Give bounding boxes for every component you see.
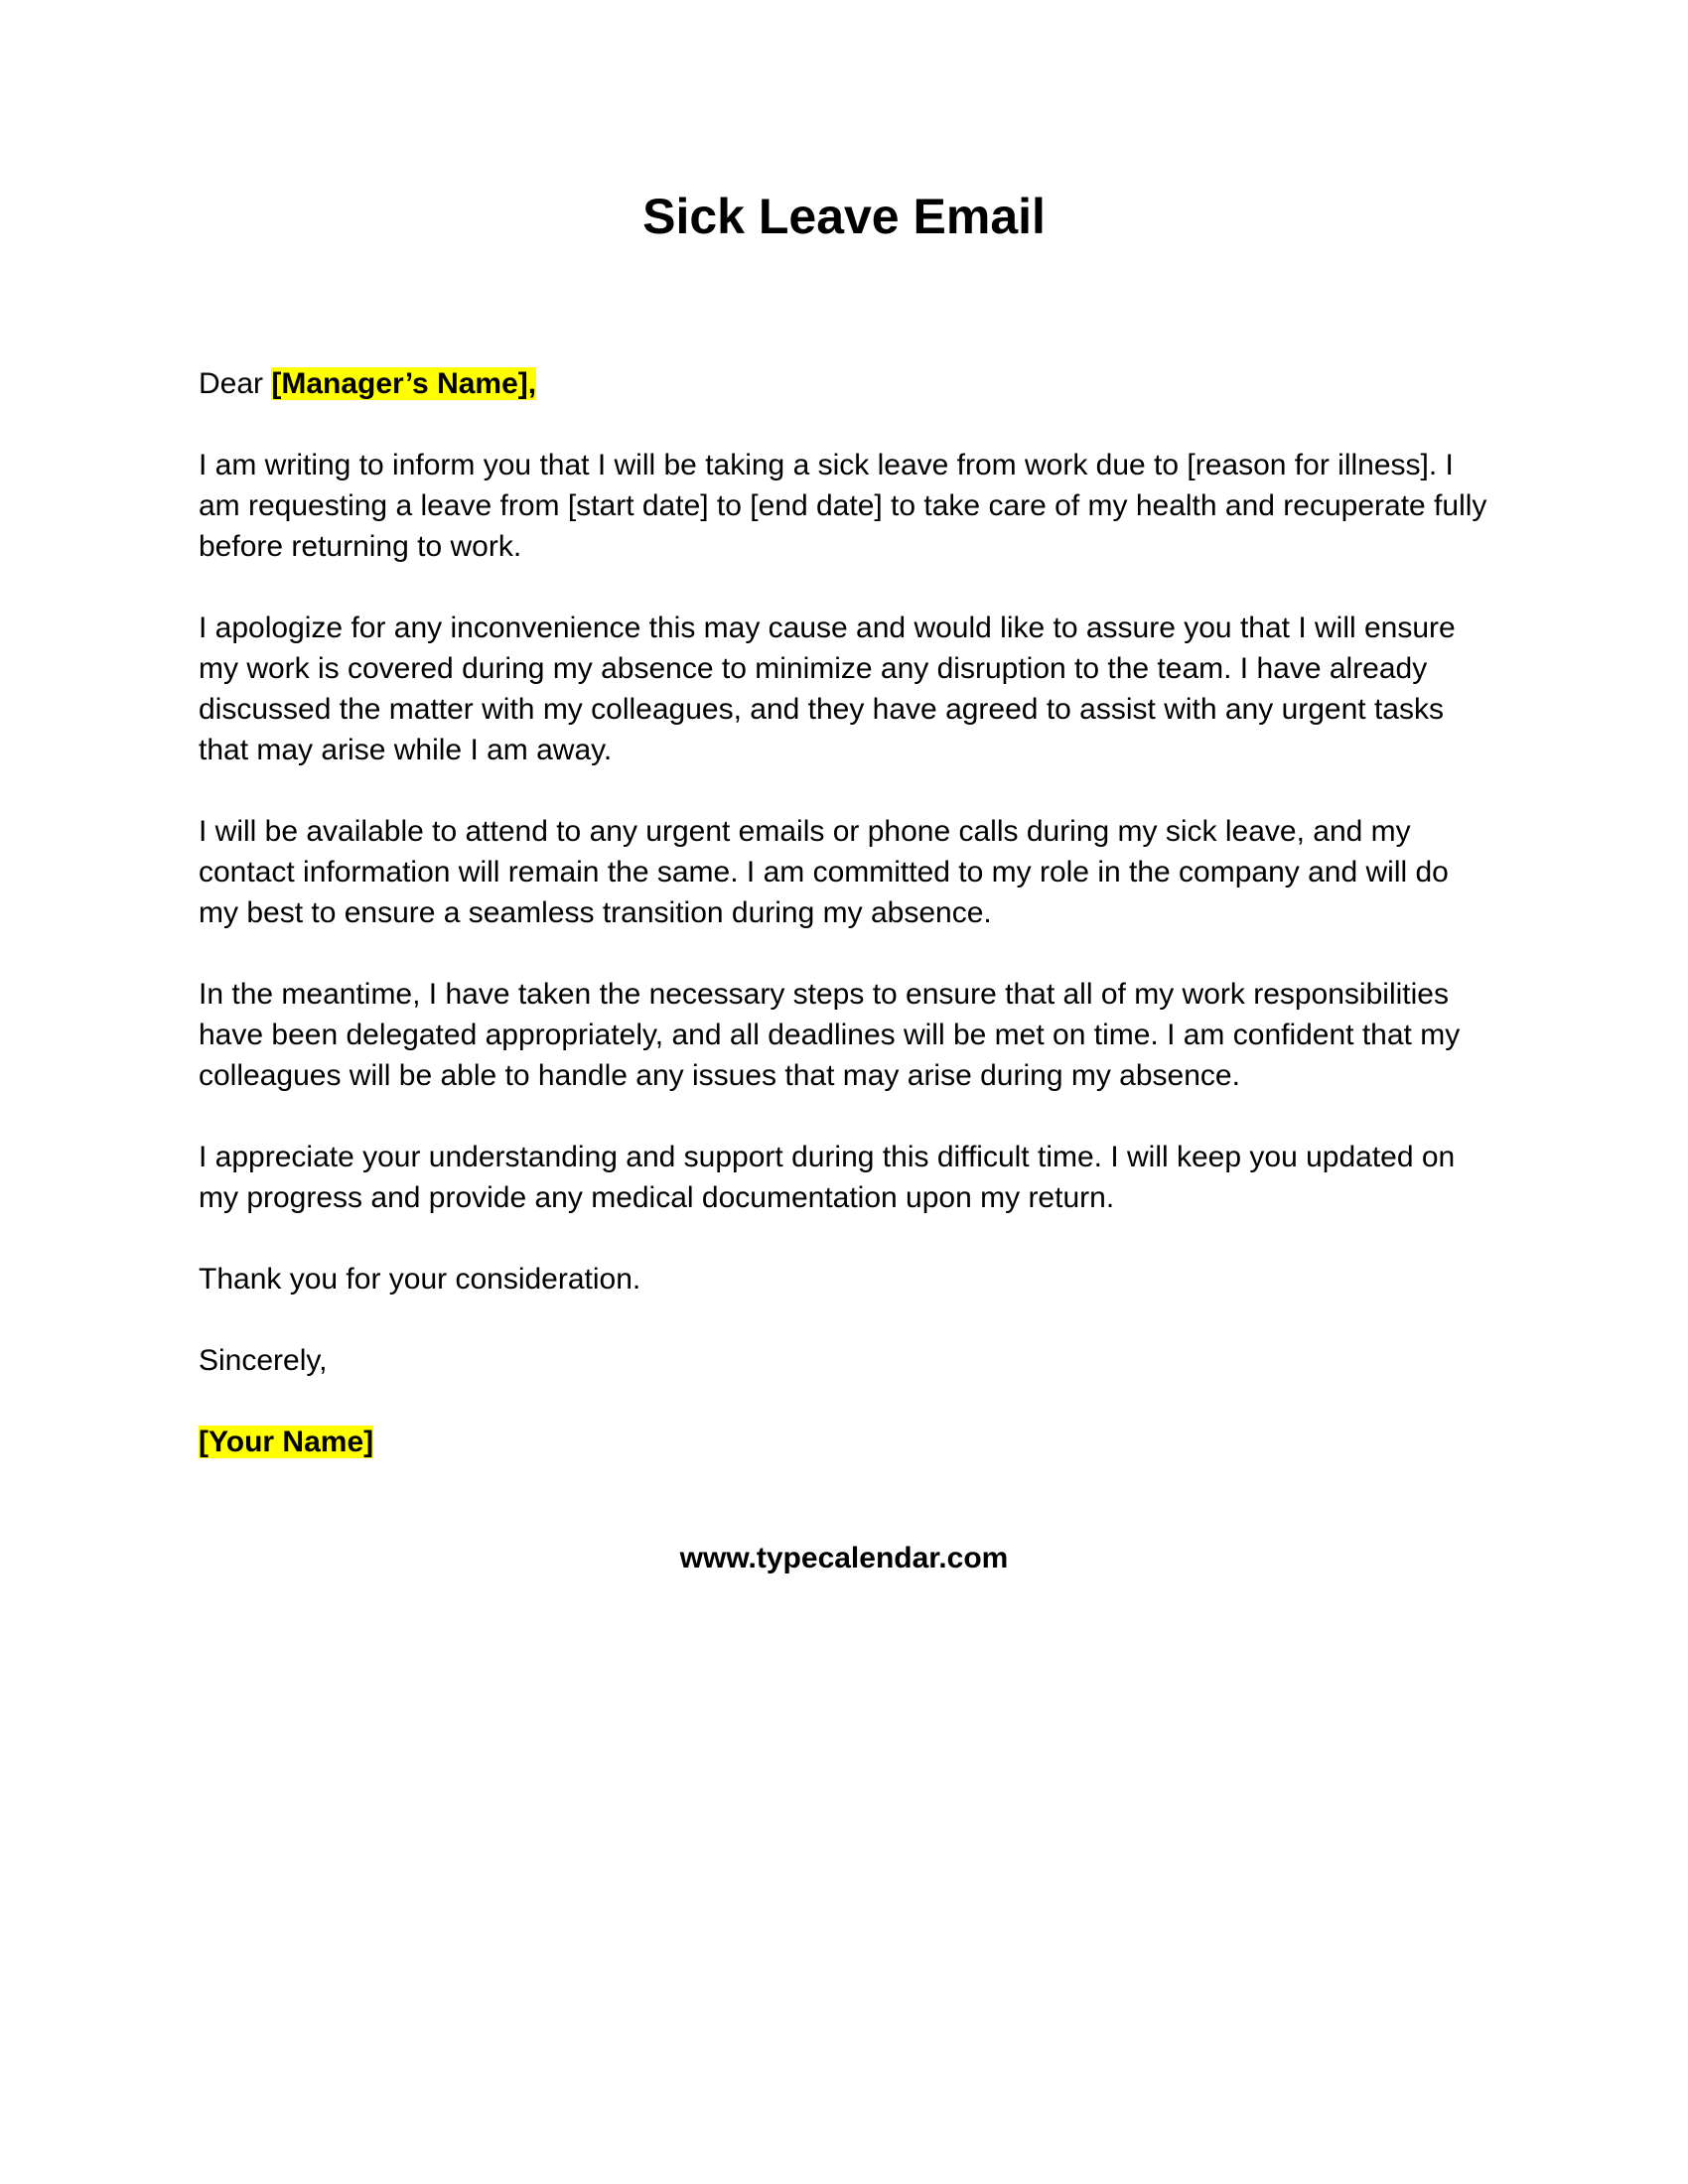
paragraph-delegation: In the meantime, I have taken the necessary steps to ensure that all of my work responsibilities have been delegated appropriately, and all deadlines will be met on time. I am confident that my colleagues will be able to handle any issues that may arise during my absence.	[199, 978, 1461, 1092]
letter-body	[199, 363, 1489, 1503]
paragraph-apology: I apologize for any inconvenience this may cause and would like to assure you that I will ensure my work is covered during my absence to minimize any disruption to the team. I have already discussed the matter with my colleagues, and they have agreed to assist with any urgent tasks that may arise while I am away.	[199, 612, 1456, 766]
salutation	[199, 363, 1489, 404]
salutation-prefix: Dear	[199, 367, 272, 400]
paragraph-availability: I will be available to attend to any urgent emails or phone calls during my sick leave, and my contact information will remain the same. I am committed to my role in the company and will do my best to ensure a seamless transition during my absence.	[199, 815, 1449, 929]
closing-line: Thank you for your consideration.	[199, 1263, 641, 1296]
signature	[199, 1422, 1489, 1462]
manager-name-placeholder: [Manager’s Name],	[271, 367, 537, 400]
paragraph-reason: I am writing to inform you that I will be taking a sick leave from work due to [reason for illness]. I am requesting a leave from [start date] to [end date] to take care of my health and recuperate fully before returning to work.	[199, 449, 1487, 563]
your-name-placeholder: [Your Name]	[199, 1426, 374, 1458]
footer-url: www.typecalendar.com	[679, 1542, 1009, 1574]
paragraph-appreciation: I appreciate your understanding and support during this difficult time. I will keep you updated on my progress and provide any medical documentation upon my return.	[199, 1141, 1456, 1214]
document-title: Sick Leave Email	[642, 189, 1046, 244]
sign-off: Sincerely,	[199, 1344, 328, 1377]
